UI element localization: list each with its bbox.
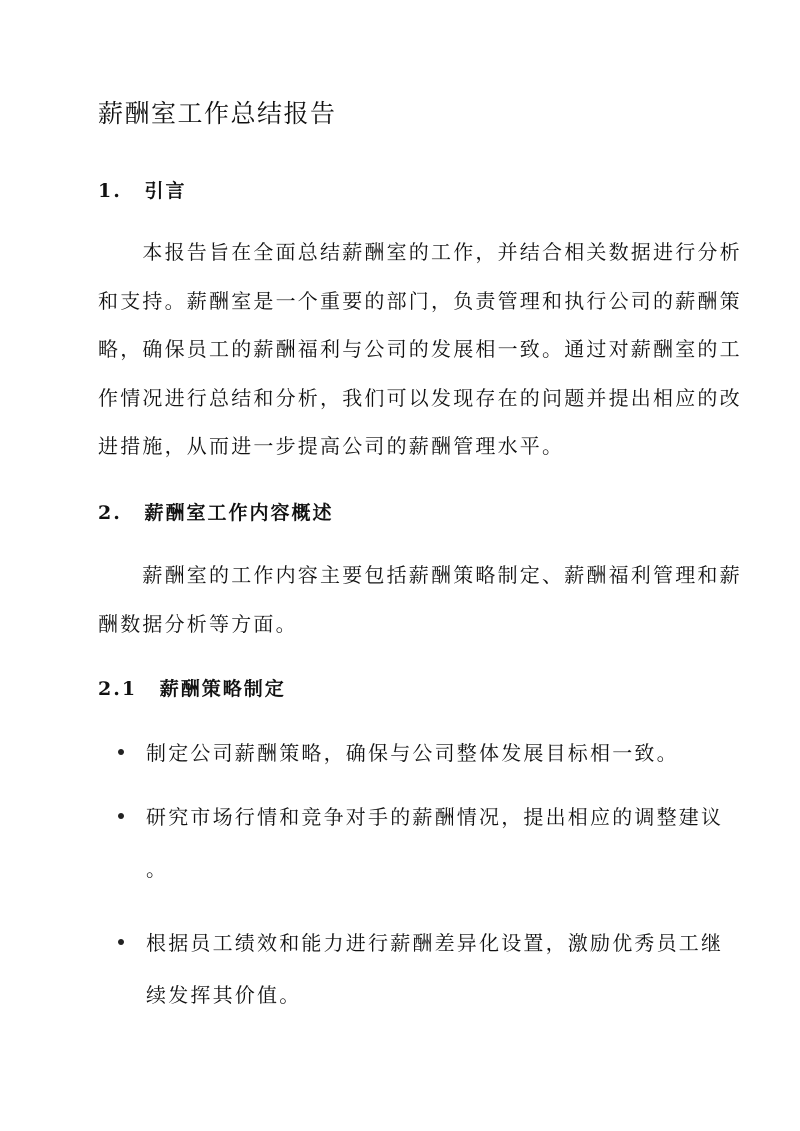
section-heading-2	[98, 498, 333, 525]
document-title: 薪酬室工作总结报告	[98, 99, 337, 128]
list-item	[118, 727, 718, 779]
overview-paragraph	[98, 551, 742, 648]
bullet-icon	[118, 749, 124, 755]
section-title: 薪酬策略制定	[159, 678, 286, 700]
section-title: 薪酬室工作内容概述	[144, 502, 334, 524]
bullet-list	[118, 727, 724, 1021]
paragraph-line: 作情况进行总结和分析，我们可以发现存在的问题并提出相应的改	[98, 385, 742, 410]
list-item	[118, 791, 724, 895]
section-number: 2.	[98, 502, 122, 524]
paragraph-line: 略，确保员工的薪酬福利与公司的发展相一致。通过对薪酬室的工	[98, 337, 742, 361]
section-title: 引言	[144, 180, 187, 202]
section-heading-2-1	[98, 674, 286, 701]
paragraph-line: 薪酬室的工作内容主要包括薪酬策略制定、薪酬福利管理和薪	[98, 563, 742, 587]
bullet-icon	[118, 939, 124, 945]
paragraph-line: 本报告旨在全面总结薪酬室的工作，并结合相关数据进行分析	[98, 240, 742, 264]
list-item-text: 续发挥其价值。	[146, 983, 302, 1007]
bullet-icon	[118, 813, 124, 819]
list-item-text: 。	[146, 857, 169, 881]
paragraph-line: 进措施，从而进一步提高公司的薪酬管理水平。	[98, 434, 565, 458]
intro-paragraph	[98, 228, 742, 471]
list-item-text: 根据员工绩效和能力进行薪酬差异化设置，激励优秀员工继	[146, 931, 724, 955]
section-number: 1.	[98, 180, 122, 202]
section-number: 2.1	[98, 678, 138, 700]
paragraph-line: 酬数据分析等方面。	[98, 611, 298, 636]
list-item-text: 制定公司薪酬策略，确保与公司整体发展目标相一致。	[146, 741, 679, 765]
section-heading-1	[98, 176, 186, 203]
list-item	[118, 917, 724, 1021]
paragraph-line: 和支持。薪酬室是一个重要的部门，负责管理和执行公司的薪酬策	[98, 288, 742, 313]
list-item-text: 研究市场行情和竞争对手的薪酬情况，提出相应的调整建议	[146, 805, 724, 829]
